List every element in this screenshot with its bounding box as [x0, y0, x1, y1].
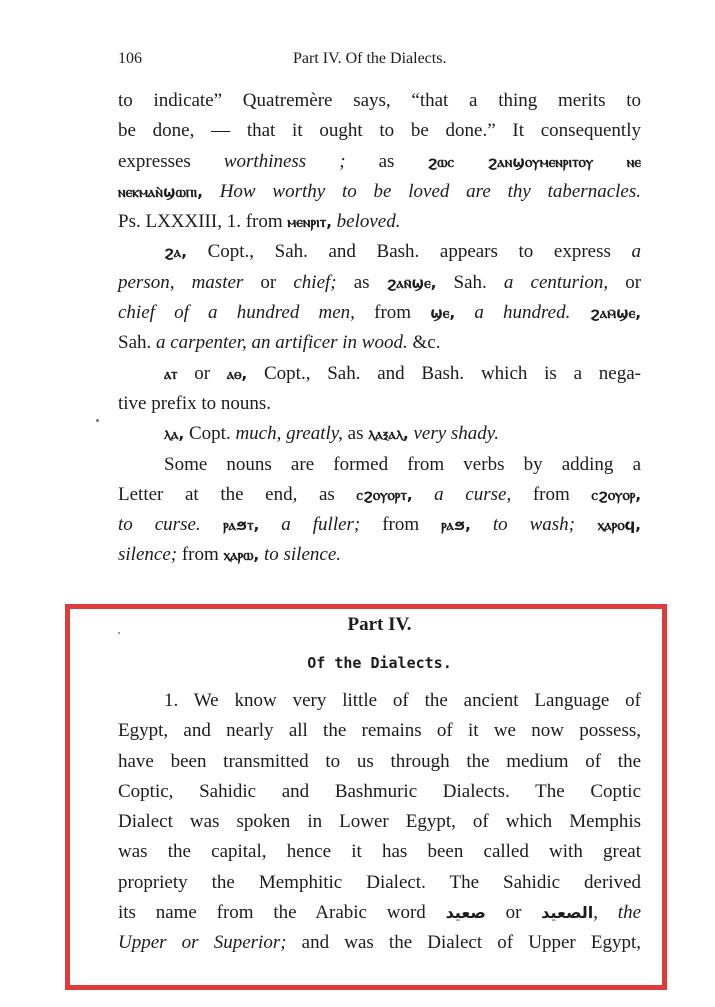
text-line	[118, 928, 641, 958]
text-run: as	[336, 271, 387, 293]
text-run: Sah.	[118, 332, 156, 354]
text-line: have been transmitted to us through the medium of the	[118, 750, 641, 772]
text-line	[118, 268, 641, 298]
text-line	[118, 147, 641, 177]
running-title: Part IV. Of the Dialects.	[293, 50, 447, 67]
italic-run: , the	[593, 902, 641, 924]
text-run: as	[345, 150, 428, 172]
page-speck	[118, 632, 120, 634]
text-line: to indicate” Quatremère says, “that a thing merits to	[118, 90, 641, 111]
text-run: Copt., Sah. and Bash. appears to express	[186, 241, 632, 263]
coptic-word: ⲛⲉⲕⲙⲁⲛ̀ϣⲱⲡⲓ,	[118, 182, 203, 201]
coptic-word: ⲁⲑ,	[226, 364, 248, 383]
text-line: propriety the Memphitic Dialect. The Sahidic derived	[118, 871, 641, 893]
text-run: &c.	[407, 332, 441, 354]
coptic-word: ⲁⲧ	[164, 364, 178, 383]
text-run: Letter at the end, as	[118, 483, 357, 505]
text-run: Sah.	[436, 271, 504, 293]
coptic-word: ⲗⲁ,	[164, 425, 185, 444]
text-line	[118, 328, 641, 358]
italic-run: worthiness ;	[223, 150, 346, 172]
text-line	[118, 510, 641, 540]
text-line: Dialect was spoken in Lower Egypt, of which Memphis	[118, 811, 641, 833]
page-speck	[96, 419, 99, 422]
coptic-word: ⲗⲁⲝⲁⲗ,	[368, 425, 409, 444]
page-header	[118, 46, 598, 74]
part-heading: Part IV.	[347, 614, 412, 635]
italic-run: a hundred.	[455, 302, 571, 324]
text-line: be done, — that it ought to be done.” It consequently	[118, 120, 641, 142]
text-run: Copt.	[184, 423, 236, 445]
coptic-word: ⲣⲁϧ,	[441, 516, 471, 535]
coptic-word: ⲭⲁⲣⲱ,	[223, 546, 260, 565]
text-run: Copt., Sah. and Bash. which is a nega-	[247, 362, 641, 384]
text-line: was the capital, hence it has been called with great	[118, 841, 641, 863]
italic-run: a	[631, 241, 641, 263]
text-run: or	[243, 271, 294, 293]
coptic-word: ϩⲁⲙ̄ϣⲉ,	[570, 304, 642, 323]
italic-run: How worthy to be loved are thy tabernacles.	[202, 180, 641, 202]
text-run: or	[485, 902, 542, 924]
section-heading: Of the Dialects.	[307, 654, 452, 672]
text-line: Some nouns are formed from verbs by adding a	[164, 453, 641, 475]
coptic-word: ϩⲁ,	[164, 243, 187, 262]
italic-run: a curse,	[412, 483, 512, 505]
arabic-word: صعيد	[445, 903, 486, 923]
italic-run: very shady.	[408, 423, 499, 445]
text-line	[118, 207, 641, 237]
italic-run: to wash;	[470, 514, 575, 536]
text-line	[118, 237, 641, 267]
italic-run: a carpenter, an artificer in wood.	[156, 332, 408, 354]
text-line	[118, 419, 641, 449]
italic-run: person, master	[118, 271, 244, 293]
text-line: 1. We know very little of the ancient Language of	[164, 690, 641, 711]
italic-run: chief;	[293, 271, 337, 293]
text-run: expresses	[118, 150, 224, 172]
text-run: from	[360, 514, 442, 536]
coptic-word: ϩⲁⲛ̄ϣⲉ,	[386, 273, 437, 292]
coptic-word: ⲣⲁϧⲧ,	[200, 516, 260, 535]
text-line: tive prefix to nouns.	[118, 392, 272, 414]
arabic-word: الصعيد	[541, 903, 594, 923]
text-run: from	[354, 302, 431, 324]
italic-run: beloved.	[331, 211, 401, 233]
coptic-word: ⲭⲁⲣⲟϥ,	[575, 516, 641, 535]
italic-run: a fuller;	[259, 514, 361, 536]
coptic-word: ⲙⲉⲛⲣⲓⲧ,	[287, 213, 332, 232]
text-line	[118, 177, 641, 207]
text-run: as	[342, 423, 369, 445]
section-body	[118, 686, 641, 959]
page-number: 106	[118, 50, 142, 67]
coptic-word: ⲥϩⲟⲩⲟⲣ,	[591, 485, 642, 504]
text-line	[118, 359, 641, 389]
coptic-word: ϩⲱⲥ ϩⲁⲛϣⲟⲩⲙⲉⲛⲣⲓⲧⲟⲩ ⲛⲉ	[427, 152, 642, 171]
text-run: or	[177, 362, 227, 384]
text-run: from	[511, 483, 592, 505]
italic-run: Upper or Superior;	[118, 932, 287, 954]
text-run: from	[177, 544, 224, 566]
text-line	[118, 898, 641, 928]
italic-run: to curse.	[118, 514, 201, 536]
text-line	[118, 480, 641, 510]
text-line: Egypt, and nearly all the remains of it we now possess,	[118, 720, 641, 742]
text-line	[118, 298, 641, 328]
coptic-word: ⲥϩⲟⲩⲟⲣⲧ,	[356, 485, 413, 504]
text-run: its name from the Arabic word	[118, 902, 446, 924]
text-run: and was the Dialect of Upper Egypt,	[286, 932, 641, 954]
italic-run: to silence.	[259, 544, 341, 566]
text-run: or	[608, 271, 642, 293]
upper-text-block	[118, 86, 641, 571]
italic-run: much, greatly,	[235, 423, 343, 445]
italic-run: silence;	[118, 544, 178, 566]
text-run: Ps. LXXXIII, 1. from	[118, 211, 288, 233]
text-line: Coptic, Sahidic and Bashmuric Dialects. The Coptic	[118, 780, 641, 802]
coptic-word: ϣⲉ,	[430, 304, 456, 323]
italic-run: a centurion,	[503, 271, 609, 293]
italic-run: chief of a hundred men,	[118, 302, 355, 324]
text-line	[118, 540, 641, 570]
